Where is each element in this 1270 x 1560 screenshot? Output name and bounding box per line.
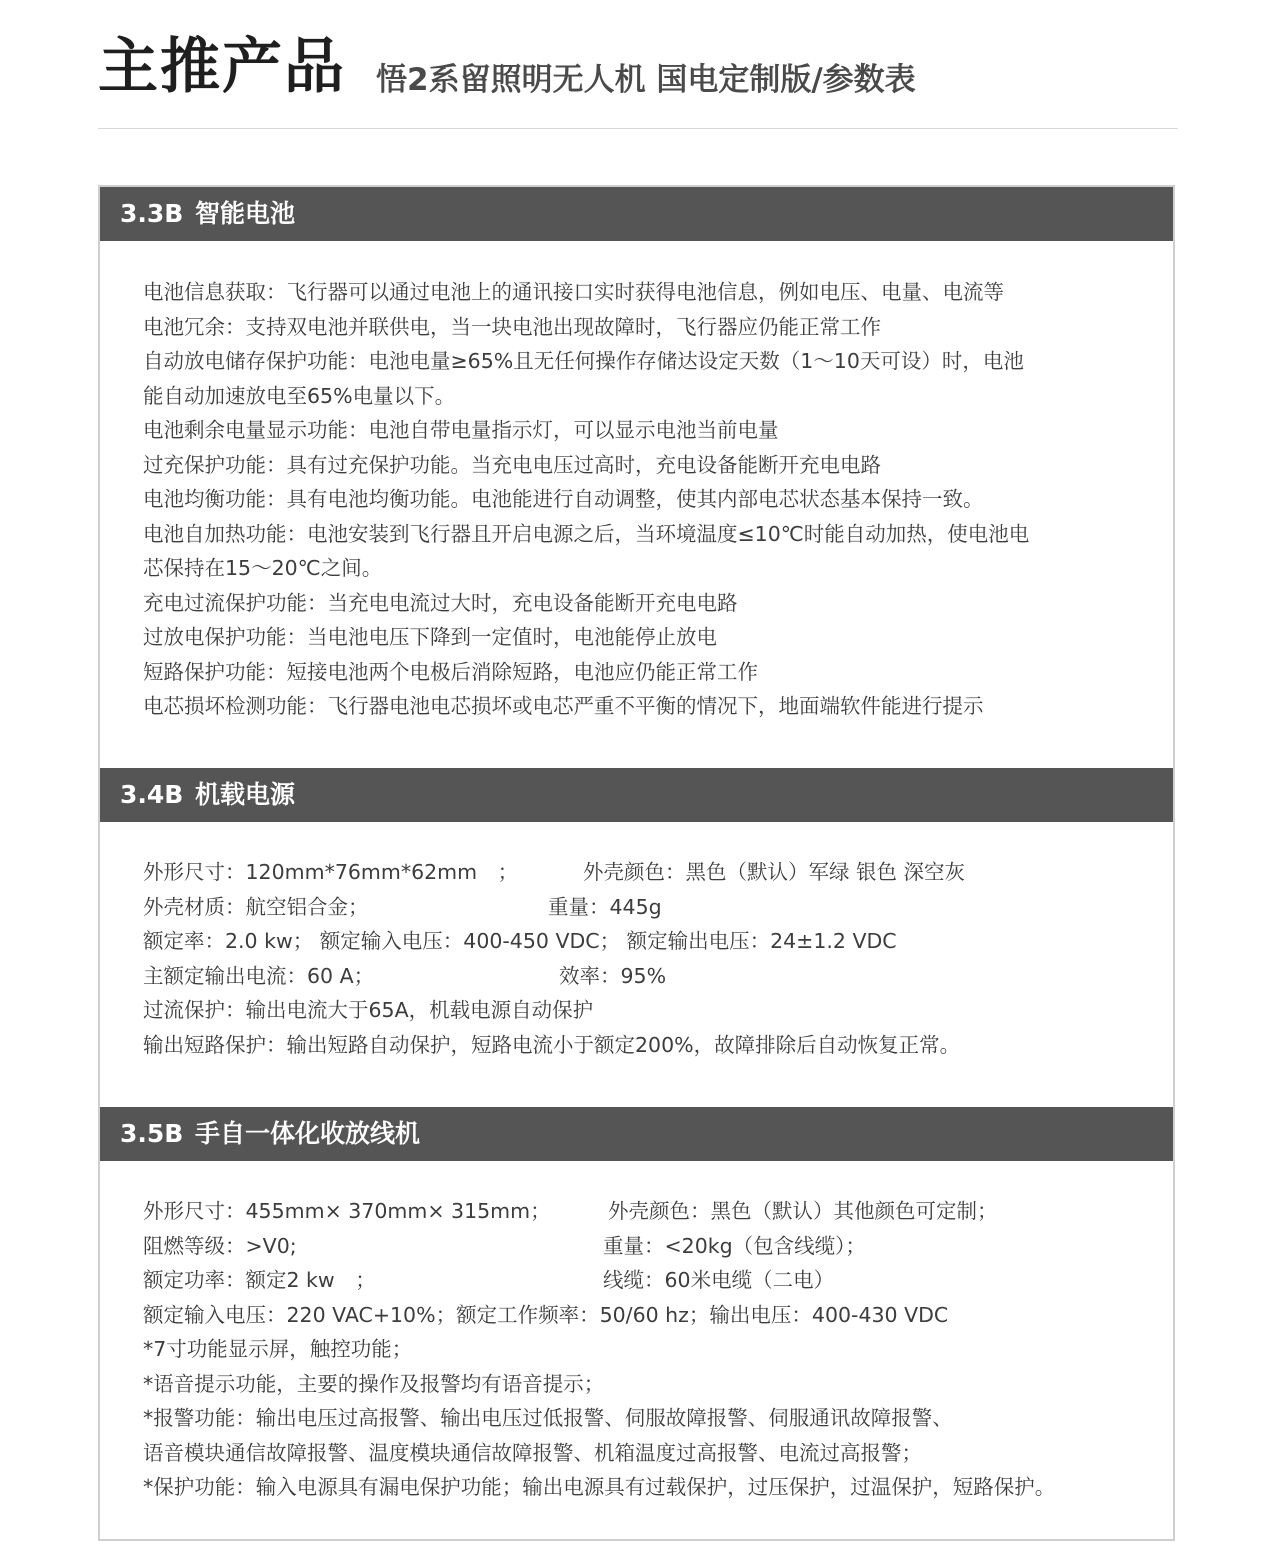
spec-line: 过充保护功能：具有过充保护功能。当充电电压过高时，充电设备能断开充电电路 — [143, 452, 881, 477]
section-header-battery — [100, 187, 1173, 241]
spec-line: 自动放电储存保护功能：电池电量≥65%且无任何操作存储达设定天数（1～10天可设）时，电池 — [143, 349, 1024, 373]
spec-line: 主额定输出电流：60 A； 效率：95% — [143, 963, 667, 988]
spec-line: 外形尺寸：455mm× 370mm× 315mm； 外壳颜色：黑色（默认）其他颜色可定制； — [143, 1199, 998, 1223]
spec-line: 短路保护功能：短接电池两个电极后消除短路，电池应仍能正常工作 — [143, 659, 758, 684]
spec-line: 外壳材质：航空铝合金； 重量：445g — [143, 894, 662, 919]
spec-line: 电池均衡功能：具有电池均衡功能。电池能进行自动调整，使其内部电芯状态基本保持一致。 — [143, 487, 984, 511]
spec-line: 外形尺寸：120mm*76mm*62mm ； 外壳颜色：黑色（默认）军绿 银色 深空灰 — [143, 860, 966, 884]
section-title: 手自一体化收放线机 — [195, 1119, 421, 1148]
page-title: 主推产品 — [98, 32, 346, 102]
spec-line: 电池冗余：支持双电池并联供电，当一块电池出现故障时，飞行器应仍能正常工作 — [143, 314, 881, 339]
spec-line: *7寸功能显示屏，触控功能； — [143, 1337, 413, 1361]
section-title: 机载电源 — [195, 780, 296, 809]
section-header-onboard-power — [100, 768, 1173, 822]
spec-line: 额定率：2.0 kw； 额定输入电压：400-450 VDC； 额定输出电压：24±1.2 VDC — [143, 929, 897, 953]
section-number: 3.5B — [120, 1119, 184, 1148]
section-number: 3.4B — [120, 780, 184, 809]
spec-line: 电池自加热功能：电池安装到飞行器且开启电源之后，当环境温度≤10℃时能自动加热，使电池电 — [143, 521, 1030, 546]
spec-line: 额定功率：额定2 kw ； 线缆：60米电缆（二电） — [143, 1268, 835, 1292]
spec-line: 输出短路保护：输出短路自动保护，短路电流小于额定200%，故障排除后自动恢复正常。 — [143, 1032, 961, 1057]
spec-line: *语音提示功能，主要的操作及报警均有语音提示； — [143, 1371, 605, 1396]
section-body-onboard-power — [143, 855, 1153, 1062]
spec-line: 额定输入电压：220 VAC+10%；额定工作频率：50/60 hz；输出电压：400-430 VDC — [143, 1302, 949, 1327]
spec-line: *保护功能：输入电源具有漏电保护功能；输出电源具有过载保护，过压保护，过温保护，短路保护。 — [143, 1475, 1056, 1499]
spec-line: 电池信息获取：飞行器可以通过电池上的通讯接口实时获得电池信息，例如电压、电量、电流等 — [143, 280, 1004, 304]
spec-line: 能自动加速放电至65%电量以下。 — [143, 383, 456, 408]
spec-line: 语音模块通信故障报警、温度模块通信故障报警、机箱温度过高报警、电流过高报警； — [143, 1440, 922, 1465]
spec-line: *报警功能：输出电压过高报警、输出电压过低报警、伺服故障报警、伺服通讯故障报警、 — [143, 1406, 953, 1430]
spec-panel — [98, 185, 1175, 1541]
section-title: 智能电池 — [195, 199, 296, 228]
section-number: 3.3B — [120, 199, 184, 228]
spec-line: 充电过流保护功能：当充电电流过大时，充电设备能断开充电电路 — [143, 590, 738, 615]
section-body-winch — [143, 1194, 1153, 1505]
spec-line: 电芯损坏检测功能：飞行器电池电芯损坏或电芯严重不平衡的情况下，地面端软件能进行提示 — [143, 694, 984, 718]
spec-line: 阻燃等级：>V0; 重量：<20kg（包含线缆）； — [143, 1233, 866, 1258]
page-header — [98, 28, 1178, 128]
section-header-winch — [100, 1107, 1173, 1161]
spec-line: 过流保护：输出电流大于65A，机载电源自动保护 — [143, 998, 594, 1022]
spec-line: 过放电保护功能：当电池电压下降到一定值时，电池能停止放电 — [143, 625, 717, 649]
page-subtitle: 悟2系留照明无人机 国电定制版/参数表 — [376, 62, 916, 98]
section-body-battery — [143, 275, 1153, 724]
spec-line: 芯保持在15～20℃之间。 — [143, 556, 383, 580]
spec-line: 电池剩余电量显示功能：电池自带电量指示灯，可以显示电池当前电量 — [143, 418, 779, 442]
header-divider — [98, 128, 1178, 129]
